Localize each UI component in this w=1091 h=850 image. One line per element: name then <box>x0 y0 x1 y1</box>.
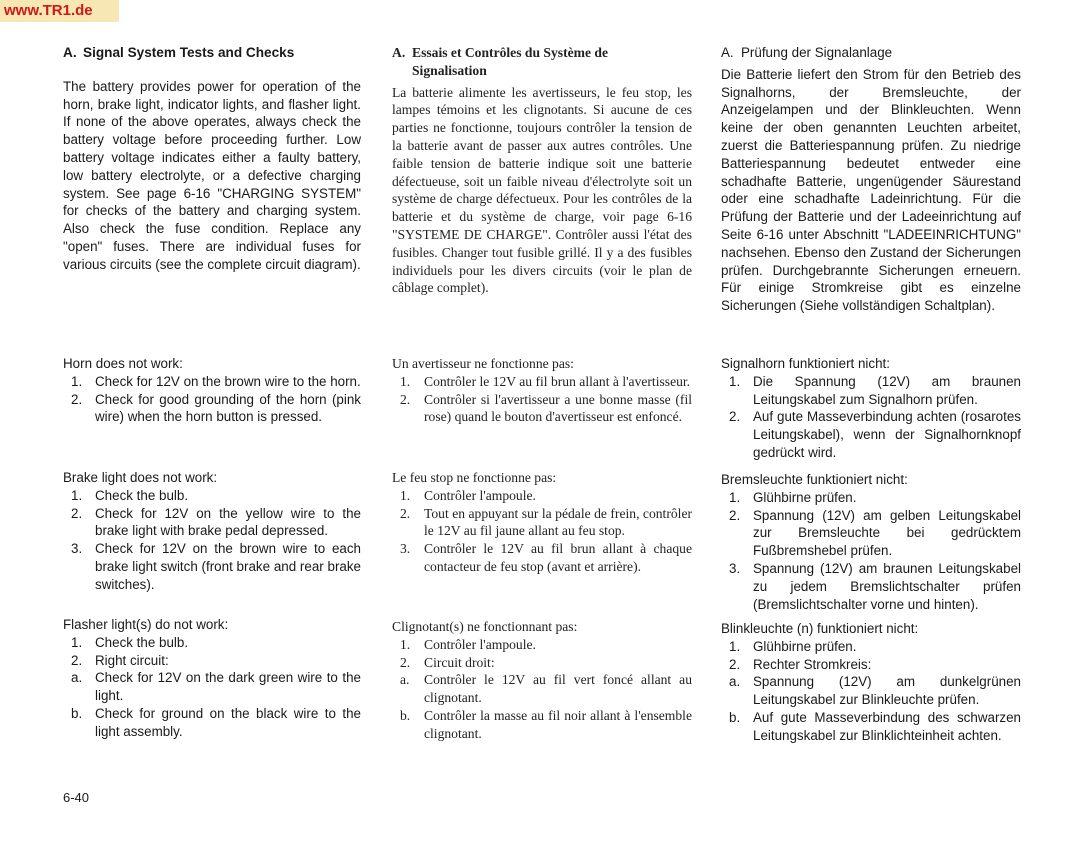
item-number: 1. <box>71 634 83 650</box>
list-item <box>63 391 361 427</box>
item-number: a. <box>400 672 410 688</box>
french-column <box>392 44 692 741</box>
list-item <box>392 487 692 505</box>
item-text: Check for 12V on the brown wire to the horn. <box>95 373 361 389</box>
item-text: Check for 12V on the brown wire to each brake light switch (front brake and rear brake switches). <box>95 541 361 592</box>
item-number: 1. <box>400 487 411 503</box>
list-item <box>721 507 1021 560</box>
item-number: 2. <box>71 652 83 668</box>
section-title: Clignotant(s) ne fonctionnant pas: <box>392 619 578 634</box>
item-number: 2. <box>71 391 83 407</box>
item-number: 2. <box>729 409 741 425</box>
section-title: Un avertisseur ne fonctionne pas: <box>392 356 574 371</box>
item-text: Rechter Stromkreis: <box>753 656 872 672</box>
item-text: Die Spannung (12V) am braunen Leitungskabel zum Signalhorn prüfen. <box>753 373 1021 407</box>
item-text: Right circuit: <box>95 652 169 668</box>
list-item <box>392 636 692 654</box>
item-text: Check the bulb. <box>95 634 189 650</box>
list-item <box>63 669 361 705</box>
heading-letter: A. <box>721 45 734 60</box>
item-text: Spannung (12V) am gelben Leitungskabel zur Bremsleuchte bei gedrücktem Fußbremshebel prüfen. <box>753 507 1021 559</box>
german-heading <box>721 44 1021 62</box>
english-flasher-section <box>63 616 361 741</box>
item-number: 1. <box>71 373 83 389</box>
french-heading <box>392 44 692 80</box>
item-number: a. <box>71 670 83 686</box>
item-number: 1. <box>729 638 741 654</box>
list-item <box>63 634 361 652</box>
item-text: Glühbirne prüfen. <box>753 638 857 654</box>
page-number: 6-40 <box>63 790 90 805</box>
item-number: b. <box>400 707 411 723</box>
list-item <box>392 540 692 576</box>
item-text: Check for ground on the black wire to the light assembly. <box>95 705 361 739</box>
item-text: Contrôler l'ampoule. <box>424 636 536 652</box>
heading-text: Signal System Tests and Checks <box>83 45 295 60</box>
english-heading <box>63 44 361 62</box>
item-number: 1. <box>400 636 411 652</box>
list-item <box>392 373 692 391</box>
item-text: Check for good grounding of the horn (pink wire) when the horn button is pressed. <box>95 391 361 425</box>
list-item <box>721 489 1021 507</box>
item-text: Glühbirne prüfen. <box>753 489 857 505</box>
english-horn-section <box>63 355 361 426</box>
list-item <box>63 540 361 593</box>
item-number: 3. <box>71 541 83 557</box>
item-number: 1. <box>71 487 83 503</box>
item-text: Tout en appuyant sur la pédale de frein, contrôler le 12V au fil jaune allant au feu stop. <box>424 505 692 539</box>
list-item <box>63 373 361 391</box>
french-horn-section <box>392 355 692 426</box>
item-number: b. <box>71 705 83 721</box>
item-text: Auf gute Masseverbindung des schwarzen Leitungskabel zur Blinklichteinheit achten. <box>753 709 1021 743</box>
section-title: Le feu stop ne fonctionne pas: <box>392 470 557 485</box>
list-item <box>721 373 1021 409</box>
list-item <box>392 671 692 707</box>
list-item <box>63 705 361 741</box>
item-text: Spannung (12V) am dunkelgrünen Leitungskabel zur Blinkleuchte prüfen. <box>753 674 1021 708</box>
section-title: Bremsleuchte funktioniert nicht: <box>721 472 908 487</box>
english-column <box>63 44 361 739</box>
german-brake-section <box>721 471 1021 613</box>
list-item <box>721 638 1021 656</box>
item-number: 2. <box>400 654 411 670</box>
item-number: 2. <box>71 505 83 521</box>
section-title: Brake light does not work: <box>63 470 218 485</box>
section-title: Blinkleuchte (n) funktioniert nicht: <box>721 621 919 636</box>
section-title: Signalhorn funktioniert nicht: <box>721 356 890 371</box>
list-item <box>392 654 692 672</box>
section-title: Horn does not work: <box>63 356 183 371</box>
german-flasher-section <box>721 620 1021 745</box>
item-number: 1. <box>400 373 411 389</box>
german-column <box>721 44 1021 743</box>
french-intro: La batterie alimente les avertisseurs, le feu stop, les lampes témoins et les clignotants. Si aucune de ces parties ne fonctionne, toujours contrôler la tension de la batterie avant de passer aux autres contrôles. Une faible tension de batterie indique soit une batterie défectueuse, soit un faible niveau d'électrolyte soit un système de charge défectueux. Pour les contrôles de la batterie et du système de charge, voir page 6-16 "SYSTEME DE CHARGE". Contrôler aussi l'état des fusibles. Changer tout fusible grillé. Il y a des fusibles individuels pour les divers circuits (voir le plan de câblage complet). <box>392 84 692 296</box>
heading-letter: A. <box>63 45 77 60</box>
item-text: Contrôler le 12V au fil brun allant à chaque contacteur de feu stop (avant et arrière). <box>424 541 692 574</box>
french-flasher-section <box>392 618 692 743</box>
item-text: Contrôler le 12V au fil vert foncé allant au clignotant. <box>424 672 692 706</box>
heading-letter: A. <box>392 45 406 60</box>
item-number: 2. <box>400 505 411 521</box>
list-item <box>63 505 361 541</box>
list-item <box>63 487 361 505</box>
heading-text: Essais et Contrôles du Système de Signalisation <box>412 45 608 78</box>
heading-text: Prüfung der Signalanlage <box>741 45 893 60</box>
list-item <box>392 707 692 743</box>
item-number: b. <box>729 709 741 725</box>
item-number: 1. <box>729 489 741 505</box>
german-horn-section <box>721 355 1021 462</box>
item-text: Circuit droit: <box>424 654 495 670</box>
item-number: 2. <box>400 391 411 407</box>
item-number: 2. <box>729 507 741 523</box>
item-number: 3. <box>400 541 411 557</box>
list-item <box>63 652 361 670</box>
item-text: Check for 12V on the yellow wire to the brake light with brake pedal depressed. <box>95 505 361 539</box>
section-title: Flasher light(s) do not work: <box>63 617 229 632</box>
list-item <box>392 391 692 427</box>
item-text: Contrôler l'ampoule. <box>424 487 536 503</box>
item-text: Spannung (12V) am braunen Leitungskabel zu jedem Bremslichtschalter prüfen (Bremslichtschalter vorne und hinten). <box>753 560 1021 612</box>
list-item <box>721 673 1021 709</box>
german-intro: Die Batterie liefert den Strom für den Betrieb des Signalhorns, der Bremsleuchte, der Anzeigelampen und der Blinkleuchten. Wenn keine der oben genannten Leuchten arbeitet, zuerst die Batteriespannung prüfen. Zu niedrige Batteriespannung bedeutet entweder eine schadhafte Batterie, ungenügender Säurestand oder eine schadhafte Ladeinrichtung. Für die Prüfung der Batterie und der Ladeeinrichtung auf Seite 6-16 unter Abschnitt "LADEEINRICHTUNG" nachsehen. Ebenso den Zustand der Sicherungen prüfen. Durchgebrannte Sicherungen erneuern. Für einige Stromkreise gibt es einzelne Sicherungen (Siehe vollständigen Schaltplan). <box>721 66 1021 314</box>
item-number: a. <box>729 674 741 690</box>
list-item <box>721 560 1021 613</box>
list-item <box>721 709 1021 745</box>
list-item <box>392 505 692 541</box>
item-number: 3. <box>729 560 741 576</box>
list-item <box>721 408 1021 461</box>
item-number: 1. <box>729 373 741 389</box>
list-item <box>721 656 1021 674</box>
item-text: Auf gute Masseverbindung achten (rosarotes Leitungskabel), wenn der Signalhornknopf gedrückt wird. <box>753 409 1021 460</box>
item-text: Check for 12V on the dark green wire to the light. <box>95 670 361 704</box>
item-text: Contrôler si l'avertisseur a une bonne masse (fil rose) quand le bouton d'avertisseur est enfoncé. <box>424 391 692 425</box>
watermark: www.TR1.de <box>0 0 119 22</box>
item-text: Check the bulb. <box>95 487 189 503</box>
item-number: 2. <box>729 656 741 672</box>
french-brake-section <box>392 469 692 576</box>
item-text: Contrôler le 12V au fil brun allant à l'avertisseur. <box>424 373 691 389</box>
english-intro: The battery provides power for operation of the horn, brake light, indicator lights, and flasher light. If none of the above operates, always check the battery voltage before proceeding further. Low battery voltage indicates either a faulty battery, low battery electrolyte, or a defective charging system. See page 6-16 "CHARGING SYSTEM" for checks of the battery and charging system. Also check the fuse condition. Replace any "open" fuses. There are individual fuses for various circuits (see the complete circuit diagram). <box>63 78 361 272</box>
item-text: Contrôler la masse au fil noir allant à l'ensemble clignotant. <box>424 707 692 741</box>
english-brake-section <box>63 469 361 594</box>
